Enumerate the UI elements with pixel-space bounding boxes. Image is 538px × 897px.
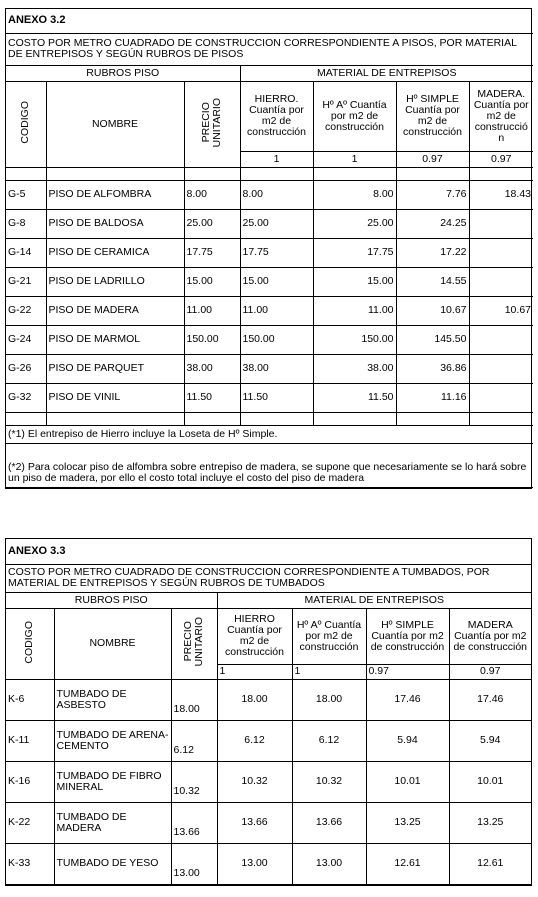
col-hsimple: Hº SIMPLE Cuantía por m2 de construcción bbox=[366, 608, 449, 664]
anexo-3-2-title: ANEXO 3.2 bbox=[6, 9, 533, 33]
precio: 10.32 bbox=[171, 761, 217, 802]
table-row bbox=[6, 720, 531, 761]
factor: 1 bbox=[313, 151, 396, 167]
hsimple: 10.01 bbox=[366, 761, 449, 802]
col-hierro: HIERRO. Cuantía por m2 de construcción bbox=[240, 81, 313, 151]
madera bbox=[469, 354, 533, 383]
nombre: TUMBADO DE YESO bbox=[54, 843, 171, 884]
group-material: MATERIAL DE ENTREPISOS bbox=[217, 592, 531, 608]
anexo-3-3 bbox=[5, 538, 532, 886]
precio: 25.00 bbox=[184, 209, 240, 238]
codigo: G-32 bbox=[6, 383, 46, 412]
hsimple: 17.22 bbox=[396, 238, 469, 267]
precio: 17.75 bbox=[184, 238, 240, 267]
hierro: 17.75 bbox=[240, 238, 313, 267]
hsimple: 11.16 bbox=[396, 383, 469, 412]
madera: 17.46 bbox=[449, 679, 531, 720]
madera bbox=[469, 209, 533, 238]
table-row bbox=[6, 354, 533, 383]
nombre: PISO DE MADERA bbox=[46, 296, 184, 325]
nombre: PISO DE LADRILLO bbox=[46, 267, 184, 296]
codigo: G-21 bbox=[6, 267, 46, 296]
hierro: 38.00 bbox=[240, 354, 313, 383]
nombre: PISO DE BALDOSA bbox=[46, 209, 184, 238]
codigo: K-11 bbox=[6, 720, 54, 761]
hierro: 10.32 bbox=[217, 761, 292, 802]
factor: 0.97 bbox=[449, 664, 531, 679]
col-hierro: HIERRO Cuantía por m2 de construcción bbox=[217, 608, 292, 664]
anexo-3-2 bbox=[5, 8, 532, 489]
madera: 5.94 bbox=[449, 720, 531, 761]
anexo-3-3-title: ANEXO 3.3 bbox=[6, 539, 531, 564]
hierro: 25.00 bbox=[240, 209, 313, 238]
haa: 11.50 bbox=[313, 383, 396, 412]
table-row bbox=[6, 802, 531, 843]
madera: 10.01 bbox=[449, 761, 531, 802]
haa: 25.00 bbox=[313, 209, 396, 238]
codigo: K-6 bbox=[6, 679, 54, 720]
factor: 0.97 bbox=[396, 151, 469, 167]
hsimple: 13.25 bbox=[366, 802, 449, 843]
hierro: 18.00 bbox=[217, 679, 292, 720]
haa: 11.00 bbox=[313, 296, 396, 325]
hierro: 13.66 bbox=[217, 802, 292, 843]
table-row bbox=[6, 325, 533, 354]
table-row bbox=[6, 383, 533, 412]
hierro: 150.00 bbox=[240, 325, 313, 354]
group-material: MATERIAL DE ENTREPISOS bbox=[240, 65, 533, 81]
hsimple: 12.61 bbox=[366, 843, 449, 884]
hsimple: 7.76 bbox=[396, 180, 469, 209]
factor: 0.97 bbox=[366, 664, 449, 679]
anexo-3-2-description: COSTO POR METRO CUADRADO DE CONSTRUCCION CORRESPONDIENTE A PISOS, POR MATERIAL DE ENTREPISOS Y SEGÚN RUBROS DE PISOS bbox=[6, 33, 533, 65]
precio: 13.00 bbox=[171, 843, 217, 884]
hierro: 11.00 bbox=[240, 296, 313, 325]
madera: 13.25 bbox=[449, 802, 531, 843]
note-1: (*1) El entrepiso de Hierro incluye la Loseta de Hº Simple. bbox=[6, 425, 533, 443]
col-nombre: NOMBRE bbox=[46, 81, 184, 167]
col-nombre: NOMBRE bbox=[54, 608, 171, 679]
table-row bbox=[6, 238, 533, 267]
madera bbox=[469, 325, 533, 354]
hsimple: 36.86 bbox=[396, 354, 469, 383]
codigo: G-24 bbox=[6, 325, 46, 354]
madera bbox=[469, 383, 533, 412]
col-haa: Hº Aº Cuantía por m2 de construcción bbox=[313, 81, 396, 151]
col-codigo: CODIGO bbox=[6, 81, 46, 167]
group-rubros: RUBROS PISO bbox=[6, 65, 240, 81]
hsimple: 14.55 bbox=[396, 267, 469, 296]
codigo: G-14 bbox=[6, 238, 46, 267]
hsimple: 17.46 bbox=[366, 679, 449, 720]
hsimple: 145.50 bbox=[396, 325, 469, 354]
haa: 10.32 bbox=[292, 761, 366, 802]
factor: 1 bbox=[292, 664, 366, 679]
hierro: 15.00 bbox=[240, 267, 313, 296]
anexo-3-2-table bbox=[6, 9, 533, 488]
nombre: TUMBADO DE ASBESTO bbox=[54, 679, 171, 720]
note-2: (*2) Para colocar piso de alfombra sobre entrepiso de madera, se supone que necesariamente se lo hará sobre un piso de madera, por ello el costo total incluye el costo del piso de madera bbox=[6, 443, 533, 487]
precio: 8.00 bbox=[184, 180, 240, 209]
precio: 18.00 bbox=[171, 679, 217, 720]
table-row bbox=[6, 267, 533, 296]
haa: 13.66 bbox=[292, 802, 366, 843]
nombre: PISO DE MARMOL bbox=[46, 325, 184, 354]
haa: 38.00 bbox=[313, 354, 396, 383]
spacer-row bbox=[6, 412, 533, 425]
table-row bbox=[6, 180, 533, 209]
precio: 13.66 bbox=[171, 802, 217, 843]
col-madera: MADERA Cuantía por m2 de construcción bbox=[449, 608, 531, 664]
hierro: 8.00 bbox=[240, 180, 313, 209]
madera: 18.43 bbox=[469, 180, 533, 209]
hsimple: 24.25 bbox=[396, 209, 469, 238]
haa: 18.00 bbox=[292, 679, 366, 720]
codigo: G-22 bbox=[6, 296, 46, 325]
haa: 150.00 bbox=[313, 325, 396, 354]
col-precio: PRECIO UNITARIO bbox=[171, 608, 217, 679]
precio: 11.00 bbox=[184, 296, 240, 325]
nombre: TUMBADO DE ARENA-CEMENTO bbox=[54, 720, 171, 761]
precio: 150.00 bbox=[184, 325, 240, 354]
table-row bbox=[6, 679, 531, 720]
anexo-3-3-table bbox=[6, 539, 531, 885]
haa: 13.00 bbox=[292, 843, 366, 884]
codigo: K-33 bbox=[6, 843, 54, 884]
hsimple: 5.94 bbox=[366, 720, 449, 761]
factor: 1 bbox=[217, 664, 292, 679]
nombre: PISO DE PARQUET bbox=[46, 354, 184, 383]
precio: 6.12 bbox=[171, 720, 217, 761]
precio: 11.50 bbox=[184, 383, 240, 412]
haa: 6.12 bbox=[292, 720, 366, 761]
hsimple: 10.67 bbox=[396, 296, 469, 325]
hierro: 6.12 bbox=[217, 720, 292, 761]
table-row bbox=[6, 209, 533, 238]
table-row bbox=[6, 843, 531, 884]
codigo: G-26 bbox=[6, 354, 46, 383]
nombre: TUMBADO DE MADERA bbox=[54, 802, 171, 843]
codigo: G-5 bbox=[6, 180, 46, 209]
hierro: 11.50 bbox=[240, 383, 313, 412]
factor: 1 bbox=[240, 151, 313, 167]
madera: 12.61 bbox=[449, 843, 531, 884]
madera bbox=[469, 238, 533, 267]
madera bbox=[469, 267, 533, 296]
codigo: K-16 bbox=[6, 761, 54, 802]
haa: 17.75 bbox=[313, 238, 396, 267]
codigo: K-22 bbox=[6, 802, 54, 843]
table-row bbox=[6, 296, 533, 325]
col-codigo: CODIGO bbox=[6, 608, 54, 679]
col-hsimple: Hº SIMPLE Cuantía por m2 de construcción bbox=[396, 81, 469, 151]
hierro: 13.00 bbox=[217, 843, 292, 884]
precio: 38.00 bbox=[184, 354, 240, 383]
anexo-3-3-description: COSTO POR METRO CUADRADO DE CONSTRUCCION CORRESPONDIENTE A TUMBADOS, POR MATERIAL DE ENTREPISOS Y SEGÚN RUBROS DE TUMBADOS bbox=[6, 564, 531, 592]
nombre: TUMBADO DE FIBRO MINERAL bbox=[54, 761, 171, 802]
codigo: G-8 bbox=[6, 209, 46, 238]
spacer-row bbox=[6, 167, 533, 180]
col-precio: PRECIO UNITARIO bbox=[184, 81, 240, 167]
group-rubros: RUBROS PISO bbox=[6, 592, 217, 608]
nombre: PISO DE CERAMICA bbox=[46, 238, 184, 267]
table-row bbox=[6, 761, 531, 802]
precio: 15.00 bbox=[184, 267, 240, 296]
madera: 10.67 bbox=[469, 296, 533, 325]
col-madera: MADERA. Cuantía por m2 de construcció n bbox=[469, 81, 533, 151]
nombre: PISO DE ALFOMBRA bbox=[46, 180, 184, 209]
nombre: PISO DE VINIL bbox=[46, 383, 184, 412]
haa: 8.00 bbox=[313, 180, 396, 209]
col-haa: Hº Aº Cuantía por m2 de construcción bbox=[292, 608, 366, 664]
factor: 0.97 bbox=[469, 151, 533, 167]
haa: 15.00 bbox=[313, 267, 396, 296]
